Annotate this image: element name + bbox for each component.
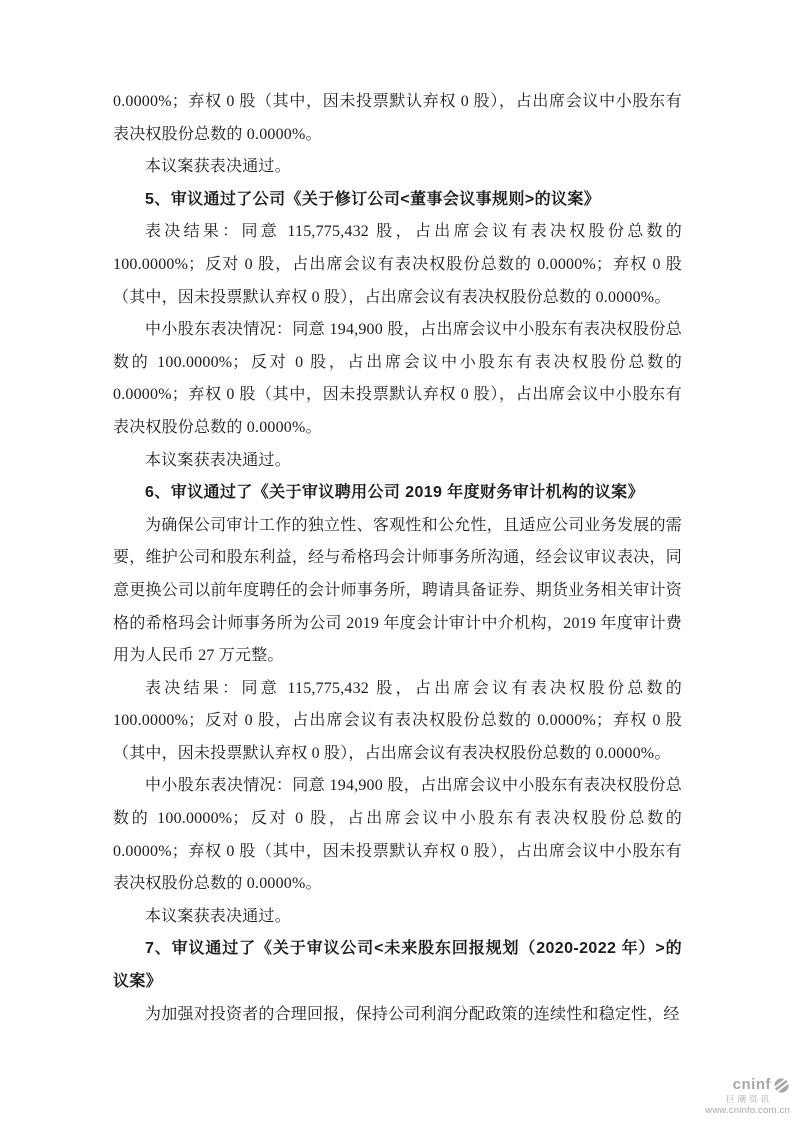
section-heading-5: 5、审议通过了公司《关于修订公司<董事会议事规则>的议案》 (145, 190, 601, 208)
paragraph: 表决结果：同意 115,775,432 股，占出席会议有表决权股份总数的 100.0000%；反对 0 股，占出席会议有表决权股份总数的 0.0000%；弃权 0 股（其中，因未投票默认弃权 0 股），占出席会议有表决权股份总数的 0.0000%。 (113, 679, 682, 762)
section-heading-6: 6、审议通过了《关于审议聘用公司 2019 年度财务审计机构的议案》 (145, 484, 644, 502)
paragraph: 0.0000%；弃权 0 股（其中，因未投票默认弃权 0 股），占出席会议中小股东有表决权股份总数的 0.0000%。 (113, 93, 682, 143)
paragraph: 中小股东表决情况：同意 194,900 股，占出席会议中小股东有表决权股份总数的 100.0000%；反对 0 股，占出席会议中小股东有表决权股份总数的 0.0000%；弃权 0 股（其中，因未投票默认弃权 0 股），占出席会议中小股东有表决权股份总数的 0.0000%。 (113, 777, 682, 893)
paragraph: 表决结果：同意 115,775,432 股，占出席会议有表决权股份总数的 100.0000%；反对 0 股，占出席会议有表决权股份总数的 0.0000%；弃权 0 股（其中，因未投票默认弃权 0 股），占出席会议有表决权股份总数的 0.0000%。 (113, 223, 682, 306)
paragraph: 为确保公司审计工作的独立性、客观性和公允性，且适应公司业务发展的需要，维护公司和股东利益，经与希格玛会计师事务所沟通，经会议审议表决，同意更换公司以前年度聘任的会计师事务所，聘请具备证券、期货业务相关审计资格的希格玛会计师事务所为公司 2019 年度会计审计中介机构，2019 年度审计费用为人民币 27 万元整。 (113, 516, 682, 665)
cninfo-swirl-icon (773, 1077, 790, 1094)
paragraph: 本议案获表决通过。 (145, 907, 291, 925)
cninfo-chinese-name: 巨潮资讯 (725, 1094, 772, 1105)
cninfo-watermark (705, 1077, 790, 1116)
cninfo-logo (705, 1077, 790, 1094)
document-body (113, 86, 682, 1031)
cninfo-logo-text: cninf (732, 1076, 771, 1094)
section-heading-7: 7、审议通过了《关于审议公司<未来股东回报规划（2020-2022 年）>的议案》 (113, 940, 682, 991)
paragraph: 为加强对投资者的合理回报，保持公司利润分配政策的连续性和稳定性，经 (145, 1005, 680, 1023)
cninfo-url: www.cninfo.com.cn (705, 1104, 790, 1116)
paragraph: 本议案获表决通过。 (145, 451, 291, 469)
paragraph: 本议案获表决通过。 (145, 158, 291, 176)
paragraph: 中小股东表决情况：同意 194,900 股，占出席会议中小股东有表决权股份总数的 100.0000%；反对 0 股，占出席会议中小股东有表决权股份总数的 0.0000%；弃权 0 股（其中，因未投票默认弃权 0 股），占出席会议中小股东有表决权股份总数的 0.0000%。 (113, 321, 682, 436)
